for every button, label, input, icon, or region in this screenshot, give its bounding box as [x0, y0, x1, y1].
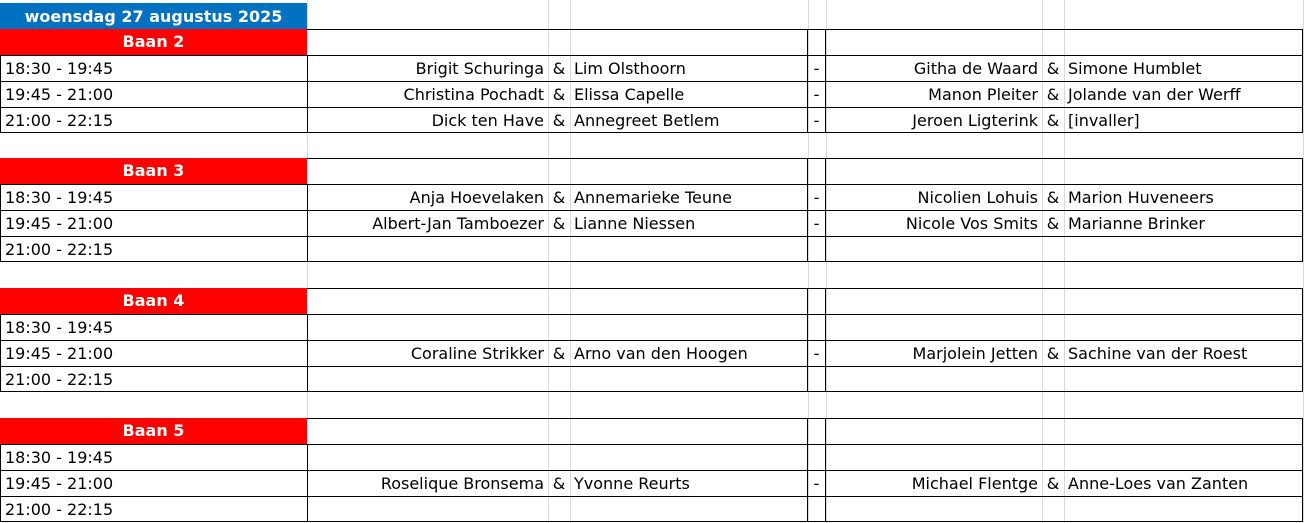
player-away-2[interactable]: Jolande van der Werff: [1064, 81, 1303, 107]
header-row-cell[interactable]: [808, 418, 826, 444]
player-home-2[interactable]: Annemarieke Teune: [570, 184, 808, 210]
time-cell[interactable]: 18:30 - 19:45: [0, 184, 308, 210]
match-dash[interactable]: -: [808, 184, 826, 210]
ampersand[interactable]: [1042, 366, 1064, 392]
ampersand[interactable]: &: [548, 107, 570, 133]
player-away-1[interactable]: Jeroen Ligterink: [826, 107, 1042, 133]
player-home-1[interactable]: Dick ten Have: [308, 107, 548, 133]
ampersand[interactable]: &: [548, 470, 570, 496]
header-row-cell[interactable]: [808, 288, 826, 314]
player-away-1[interactable]: Marjolein Jetten: [826, 340, 1042, 366]
time-cell[interactable]: 18:30 - 19:45: [0, 314, 308, 340]
time-cell[interactable]: 19:45 - 21:00: [0, 210, 308, 236]
header-row-cell[interactable]: [826, 288, 1303, 314]
player-away-2[interactable]: [1064, 444, 1303, 470]
court-header[interactable]: Baan 5: [0, 418, 307, 444]
player-away-2[interactable]: Anne-Loes van Zanten: [1064, 470, 1303, 496]
header-row-cell[interactable]: [808, 29, 826, 55]
player-away-2[interactable]: [1064, 314, 1303, 340]
header-row-cell[interactable]: [307, 158, 808, 184]
header-row-cell[interactable]: [307, 29, 808, 55]
match-dash[interactable]: [808, 444, 826, 470]
header-row-cell[interactable]: [826, 29, 1303, 55]
player-away-2[interactable]: Simone Humblet: [1064, 55, 1303, 81]
ampersand[interactable]: &: [548, 210, 570, 236]
match-dash[interactable]: [808, 236, 826, 262]
player-away-2[interactable]: Sachine van der Roest: [1064, 340, 1303, 366]
ampersand[interactable]: &: [548, 340, 570, 366]
header-row-cell[interactable]: [826, 418, 1303, 444]
player-away-2[interactable]: [1064, 236, 1303, 262]
player-away-1[interactable]: [826, 444, 1042, 470]
player-home-2[interactable]: Yvonne Reurts: [570, 470, 808, 496]
ampersand[interactable]: &: [1042, 107, 1064, 133]
ampersand[interactable]: [548, 236, 570, 262]
player-home-2[interactable]: Arno van den Hoogen: [570, 340, 808, 366]
ampersand[interactable]: [1042, 314, 1064, 340]
ampersand[interactable]: [1042, 496, 1064, 522]
player-home-2[interactable]: [570, 444, 808, 470]
player-home-1[interactable]: Anja Hoevelaken: [308, 184, 548, 210]
match-dash[interactable]: [808, 496, 826, 522]
player-away-2[interactable]: [1064, 496, 1303, 522]
ampersand[interactable]: &: [548, 81, 570, 107]
player-home-1[interactable]: Albert-Jan Tamboezer: [308, 210, 548, 236]
ampersand[interactable]: &: [1042, 184, 1064, 210]
match-dash[interactable]: -: [808, 340, 826, 366]
time-cell[interactable]: 21:00 - 22:15: [0, 236, 308, 262]
match-dash[interactable]: [808, 314, 826, 340]
player-away-1[interactable]: Nicole Vos Smits: [826, 210, 1042, 236]
ampersand[interactable]: &: [548, 55, 570, 81]
header-row-cell[interactable]: [808, 158, 826, 184]
date-header[interactable]: woensdag 27 augustus 2025: [0, 3, 307, 30]
time-cell[interactable]: 18:30 - 19:45: [0, 444, 308, 470]
player-away-1[interactable]: Githa de Waard: [826, 55, 1042, 81]
header-row-cell[interactable]: [307, 418, 808, 444]
player-home-1[interactable]: [308, 444, 548, 470]
court-header[interactable]: Baan 4: [0, 288, 307, 314]
court-header[interactable]: Baan 3: [0, 158, 307, 184]
time-cell[interactable]: 19:45 - 21:00: [0, 81, 308, 107]
player-away-2[interactable]: [1064, 366, 1303, 392]
player-home-1[interactable]: Roselique Bronsema: [308, 470, 548, 496]
player-home-1[interactable]: [308, 314, 548, 340]
ampersand[interactable]: [1042, 444, 1064, 470]
ampersand[interactable]: &: [1042, 470, 1064, 496]
match-dash[interactable]: [808, 366, 826, 392]
player-away-1[interactable]: [826, 366, 1042, 392]
court-header[interactable]: Baan 2: [0, 29, 307, 55]
ampersand[interactable]: &: [1042, 81, 1064, 107]
player-away-1[interactable]: Manon Pleiter: [826, 81, 1042, 107]
player-home-1[interactable]: [308, 366, 548, 392]
time-cell[interactable]: 21:00 - 22:15: [0, 107, 308, 133]
player-home-2[interactable]: Lianne Niessen: [570, 210, 808, 236]
player-home-2[interactable]: [570, 496, 808, 522]
ampersand[interactable]: &: [1042, 340, 1064, 366]
header-row-cell[interactable]: [826, 158, 1303, 184]
player-away-1[interactable]: Michael Flentge: [826, 470, 1042, 496]
player-home-1[interactable]: Coraline Strikker: [308, 340, 548, 366]
player-home-2[interactable]: [570, 236, 808, 262]
ampersand[interactable]: [548, 314, 570, 340]
ampersand[interactable]: &: [1042, 210, 1064, 236]
header-row-cell[interactable]: [307, 288, 808, 314]
ampersand[interactable]: [548, 496, 570, 522]
time-cell[interactable]: 19:45 - 21:00: [0, 340, 308, 366]
player-home-1[interactable]: Christina Pochadt: [308, 81, 548, 107]
ampersand[interactable]: [1042, 236, 1064, 262]
player-home-1[interactable]: [308, 496, 548, 522]
time-cell[interactable]: 18:30 - 19:45: [0, 55, 308, 81]
ampersand[interactable]: [548, 444, 570, 470]
ampersand[interactable]: &: [548, 184, 570, 210]
player-away-1[interactable]: Nicolien Lohuis: [826, 184, 1042, 210]
time-cell[interactable]: 21:00 - 22:15: [0, 366, 308, 392]
player-home-2[interactable]: Elissa Capelle: [570, 81, 808, 107]
player-away-1[interactable]: [826, 496, 1042, 522]
match-dash[interactable]: -: [808, 107, 826, 133]
time-cell[interactable]: 21:00 - 22:15: [0, 496, 308, 522]
ampersand[interactable]: &: [1042, 55, 1064, 81]
player-home-1[interactable]: Brigit Schuringa: [308, 55, 548, 81]
match-dash[interactable]: -: [808, 470, 826, 496]
player-away-2[interactable]: Marion Huveneers: [1064, 184, 1303, 210]
player-home-2[interactable]: [570, 366, 808, 392]
player-home-2[interactable]: Annegreet Betlem: [570, 107, 808, 133]
player-away-2[interactable]: Marianne Brinker: [1064, 210, 1303, 236]
time-cell[interactable]: 19:45 - 21:00: [0, 470, 308, 496]
player-home-2[interactable]: [570, 314, 808, 340]
match-dash[interactable]: -: [808, 55, 826, 81]
ampersand[interactable]: [548, 366, 570, 392]
player-home-1[interactable]: [308, 236, 548, 262]
player-away-1[interactable]: [826, 236, 1042, 262]
gridline: [1303, 0, 1304, 523]
match-dash[interactable]: -: [808, 81, 826, 107]
player-home-2[interactable]: Lim Olsthoorn: [570, 55, 808, 81]
player-away-1[interactable]: [826, 314, 1042, 340]
player-away-2[interactable]: [invaller]: [1064, 107, 1303, 133]
match-dash[interactable]: -: [808, 210, 826, 236]
